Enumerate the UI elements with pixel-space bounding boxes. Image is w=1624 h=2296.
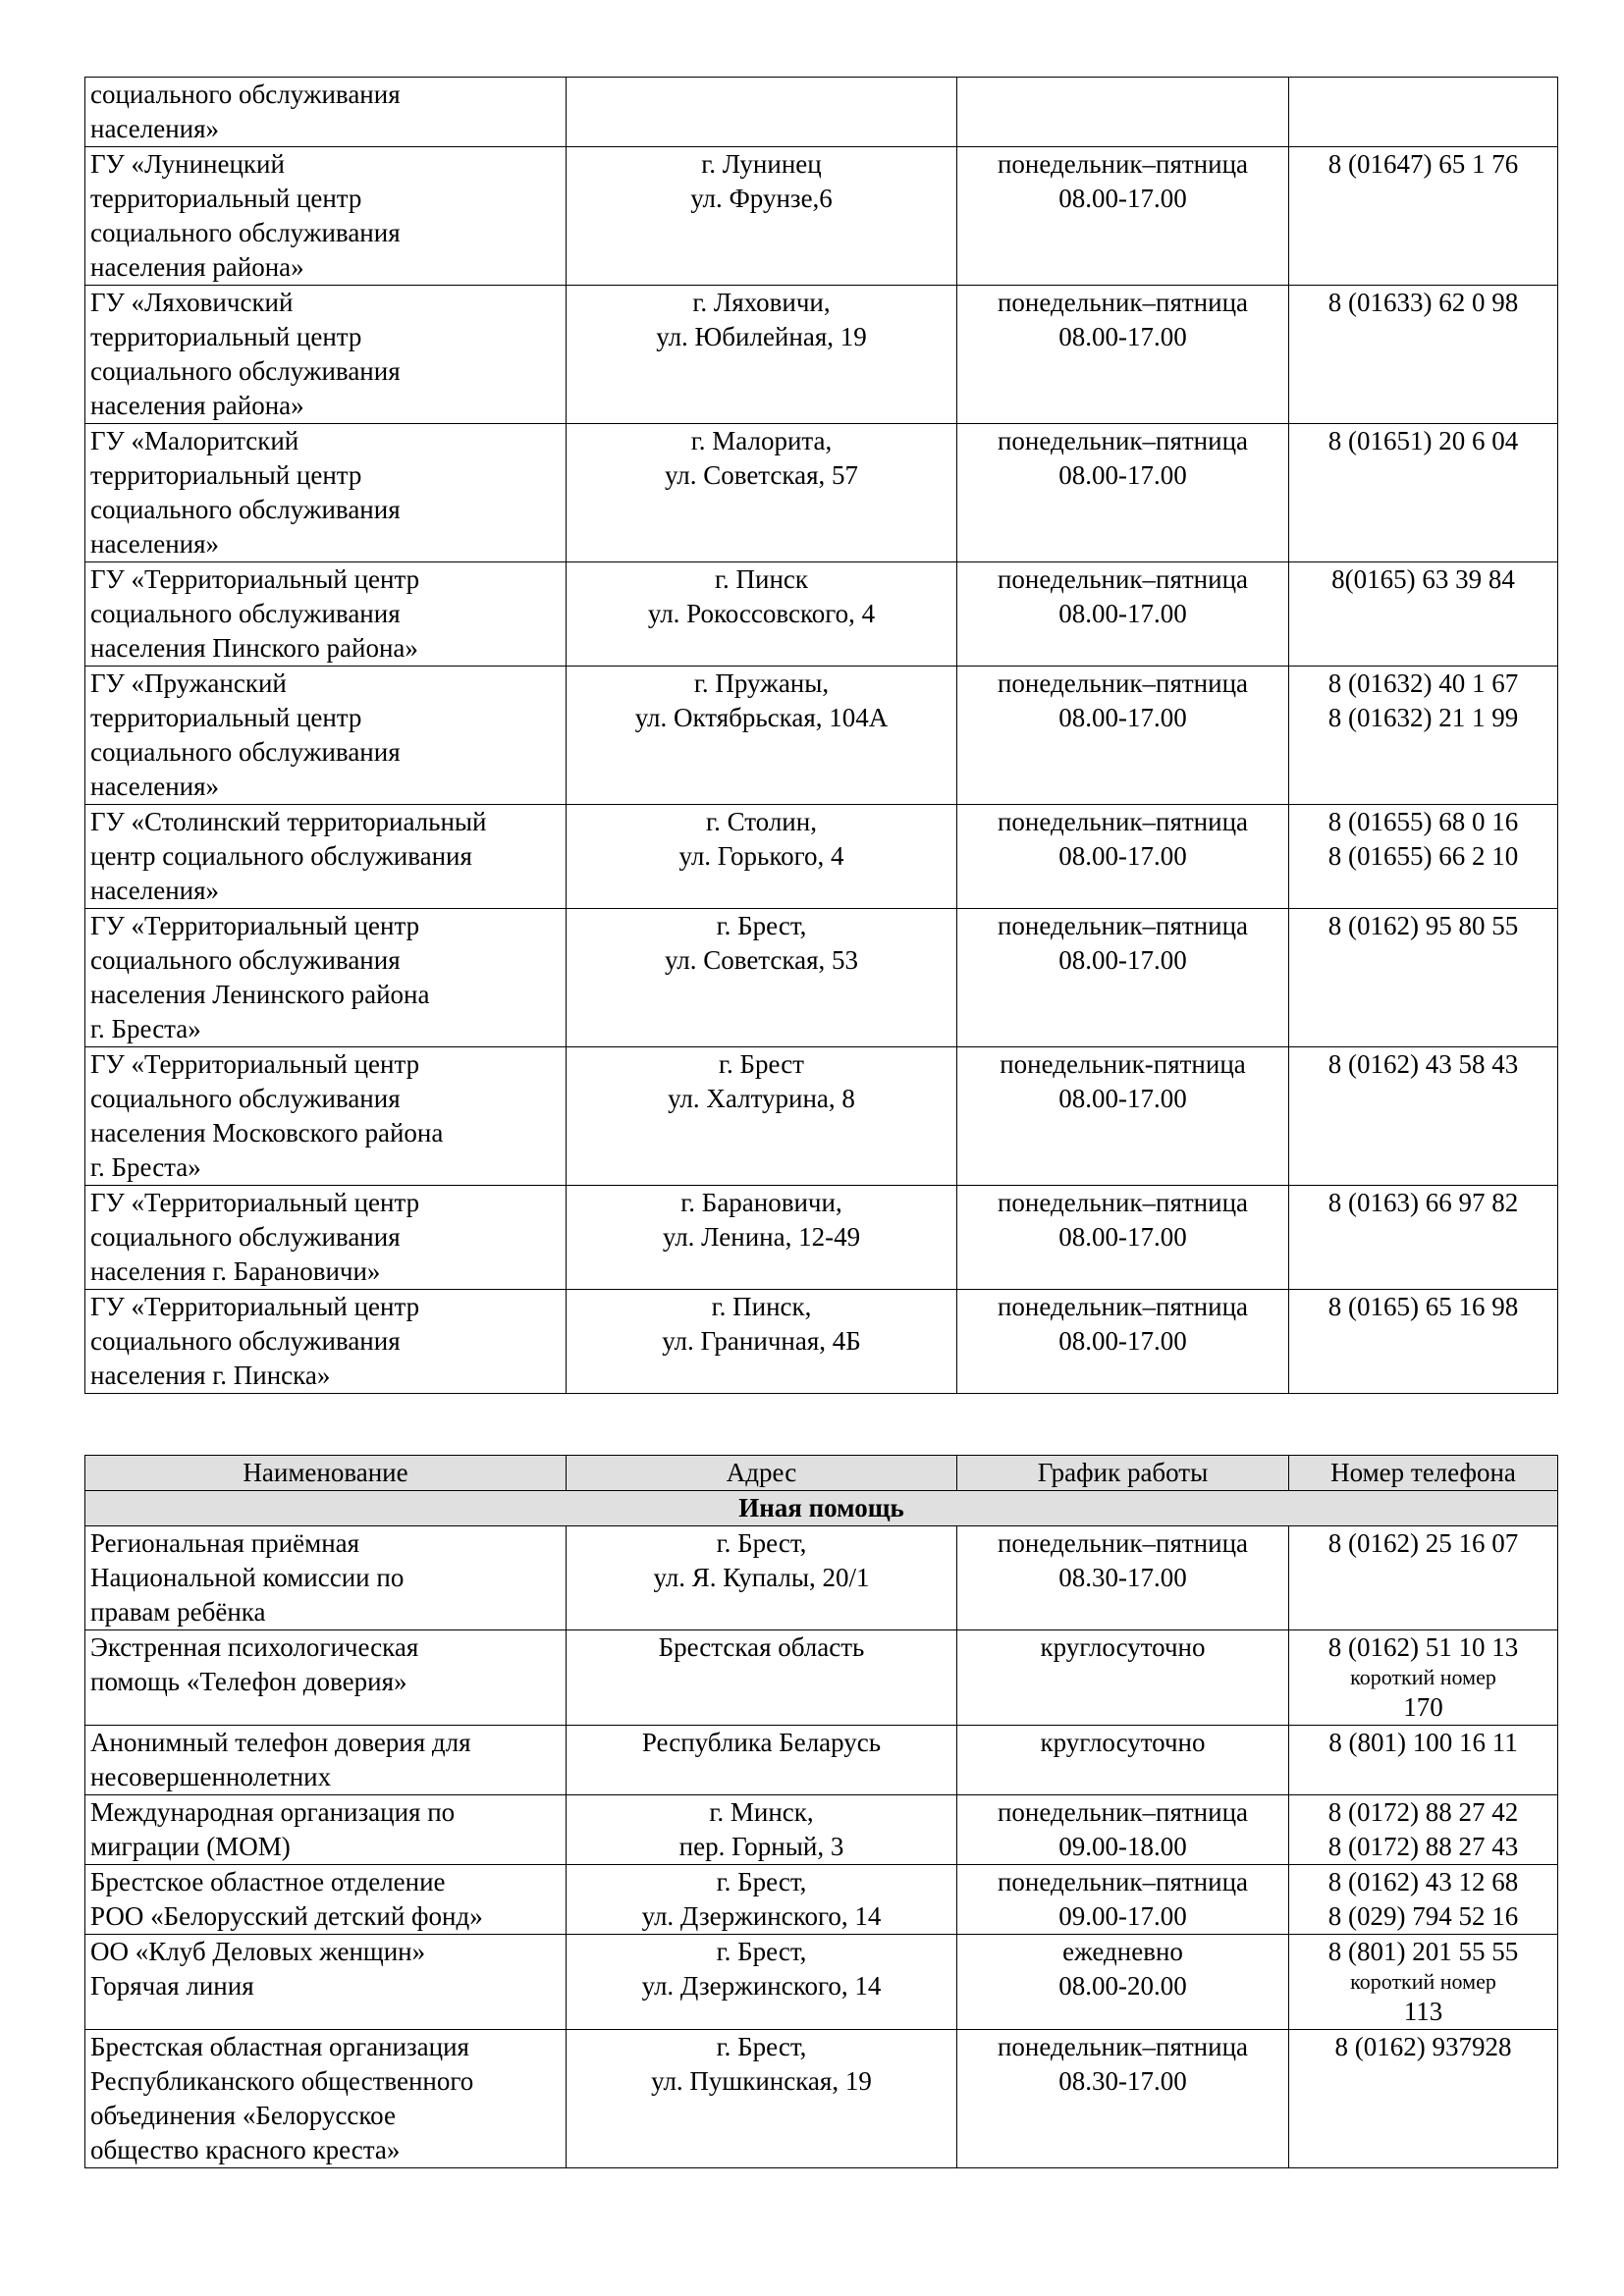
org-name-cell-line: социального обслуживания (90, 1222, 401, 1252)
org-name-cell (85, 805, 567, 909)
phone-cell (1289, 562, 1558, 667)
org-name-cell (85, 2030, 567, 2168)
org-name-cell (85, 1726, 567, 1795)
phone-cell-line: 8 (0162) 95 80 55 (1327, 911, 1519, 940)
org-name-cell-line: помощь «Телефон доверия» (90, 1667, 407, 1696)
address-cell (567, 78, 957, 147)
phone-cell-line: 8 (0162) 43 12 68 (1327, 1867, 1519, 1896)
org-name-cell-line: ГУ «Территориальный центр (90, 1292, 420, 1321)
schedule-cell (957, 1795, 1289, 1865)
org-name-cell-line: населения Московского района (90, 1118, 444, 1148)
schedule-cell-line: 08.00-20.00 (1058, 1971, 1187, 2001)
social-centers-table-body (85, 78, 1558, 1394)
org-name-cell-line: ГУ «Лунинецкий (90, 149, 285, 179)
column-header-schedule: График работы (957, 1456, 1289, 1491)
schedule-cell-line: 08.30-17.00 (1058, 1563, 1187, 1592)
schedule-cell (957, 909, 1289, 1047)
phone-cell (1289, 78, 1558, 147)
schedule-cell-line: 08.00-17.00 (1058, 841, 1187, 871)
address-cell-line: г. Ляховичи, (692, 288, 831, 317)
schedule-cell (957, 2030, 1289, 2168)
schedule-cell-line: 09.00-18.00 (1058, 1832, 1187, 1861)
short-number-label: короткий номер (1350, 1665, 1496, 1689)
org-name-cell-line: ОО «Клуб Деловых женщин» (90, 1937, 426, 1966)
phone-cell (1289, 1526, 1558, 1630)
table-row (85, 2030, 1558, 2168)
other-help-table (84, 1455, 1558, 2168)
address-cell-line: ул. Я. Купалы, 20/1 (653, 1563, 870, 1592)
schedule-cell-line: понедельник–пятница (997, 564, 1249, 594)
org-name-cell (85, 562, 567, 667)
org-name-cell-line: населения района» (90, 252, 304, 282)
schedule-cell-line: круглосуточно (1040, 1632, 1206, 1662)
column-header-name: Наименование (85, 1456, 567, 1491)
phone-cell (1289, 147, 1558, 286)
org-name-cell-line: населения Ленинского района (90, 980, 430, 1009)
schedule-cell (957, 1290, 1289, 1394)
org-name-cell-line: социального обслуживания (90, 737, 401, 767)
org-name-cell-line: Горячая линия (90, 1971, 254, 2001)
address-cell-line: г. Малорита, (690, 426, 833, 455)
address-cell-line: ул. Советская, 57 (664, 460, 859, 490)
phone-cell-line: 8 (01655) 66 2 10 (1327, 841, 1519, 871)
phone-cell (1289, 1795, 1558, 1865)
org-name-cell-line: ГУ «Территориальный центр (90, 911, 420, 940)
phone-cell-line: 8 (0162) 25 16 07 (1327, 1528, 1519, 1558)
phone-cell-line: 8 (01655) 68 0 16 (1327, 807, 1519, 836)
org-name-cell (85, 1935, 567, 2030)
address-cell-line: ул. Рокоссовского, 4 (647, 599, 876, 628)
section-title: Иная помощь (85, 1491, 1558, 1526)
table-row (85, 1865, 1558, 1935)
address-cell-line: ул. Халтурина, 8 (668, 1084, 855, 1113)
phone-cell (1289, 286, 1558, 424)
org-name-cell-line: социального обслуживания (90, 945, 401, 975)
phone-cell (1289, 805, 1558, 909)
address-cell-line: ул. Советская, 53 (664, 945, 859, 975)
phone-cell (1289, 2030, 1558, 2168)
org-name-cell-line: населения г. Пинска» (90, 1361, 331, 1390)
short-number: 113 (1403, 1997, 1443, 2026)
org-name-cell-line: социального обслуживания (90, 356, 401, 386)
phone-cell-line: 8 (0172) 88 27 43 (1327, 1832, 1519, 1861)
address-cell-line: г. Лунинец (701, 149, 822, 179)
address-cell-line: г. Брест, (716, 911, 807, 940)
phone-cell (1289, 1047, 1558, 1186)
address-cell-line: г. Пинск, (711, 1292, 812, 1321)
org-name-cell (85, 1186, 567, 1290)
phone-cell (1289, 424, 1558, 562)
schedule-cell-line: 08.00-17.00 (1058, 322, 1187, 351)
org-name-cell (85, 1290, 567, 1394)
address-cell-line: ул. Дзержинского, 14 (641, 1901, 882, 1931)
phone-cell-line: 8 (801) 201 55 55 (1327, 1937, 1519, 1966)
address-cell-line: пер. Горный, 3 (678, 1832, 844, 1861)
table-row (85, 805, 1558, 909)
schedule-cell (957, 424, 1289, 562)
org-name-cell-line: ГУ «Малоритский (90, 426, 299, 455)
org-name-cell-line: населения» (90, 772, 220, 801)
org-name-cell (85, 286, 567, 424)
address-cell (567, 562, 957, 667)
schedule-cell-line: 09.00-17.00 (1058, 1901, 1187, 1931)
schedule-cell (957, 147, 1289, 286)
address-cell-line: г. Брест, (716, 1528, 807, 1558)
phone-cell-line: 8 (029) 794 52 16 (1327, 1901, 1519, 1931)
address-cell-line: г. Брест, (716, 2032, 807, 2061)
org-name-cell (85, 667, 567, 805)
org-name-cell-line: Брестская областная организация (90, 2032, 469, 2061)
table-row (85, 1726, 1558, 1795)
org-name-cell-line: Международная организация по (90, 1797, 456, 1827)
org-name-cell-line: Республиканского общественного (90, 2066, 474, 2096)
phone-cell-line: 8 (01633) 62 0 98 (1327, 288, 1519, 317)
org-name-cell-line: территориальный центр (90, 703, 362, 732)
schedule-cell-line: ежедневно (1062, 1937, 1183, 1966)
org-name-cell (85, 1630, 567, 1726)
address-cell (567, 1726, 957, 1795)
org-name-cell (85, 78, 567, 147)
section-row (85, 1491, 1558, 1526)
address-cell-line: г. Пружаны, (693, 668, 830, 698)
schedule-cell (957, 1865, 1289, 1935)
schedule-cell-line: понедельник–пятница (997, 1292, 1249, 1321)
table-row (85, 78, 1558, 147)
schedule-cell-line: 08.00-17.00 (1058, 945, 1187, 975)
schedule-cell-line: 08.00-17.00 (1058, 703, 1187, 732)
phone-cell-line: 8 (0165) 65 16 98 (1327, 1292, 1519, 1321)
org-name-cell-line: Национальной комиссии по (90, 1563, 405, 1592)
table-row (85, 1047, 1558, 1186)
org-name-cell-line: социального обслуживания (90, 1084, 401, 1113)
address-cell-line: г. Минск, (709, 1797, 814, 1827)
schedule-cell-line: понедельник–пятница (997, 149, 1249, 179)
table-row (85, 1795, 1558, 1865)
org-name-cell-line: общество красного креста» (90, 2135, 401, 2164)
address-cell (567, 286, 957, 424)
org-name-cell (85, 1865, 567, 1935)
address-cell-line: ул. Ленина, 12-49 (662, 1222, 861, 1252)
schedule-cell-line: 08.00-17.00 (1058, 184, 1187, 213)
org-name-cell-line: населения г. Барановичи» (90, 1256, 381, 1286)
schedule-cell (957, 1526, 1289, 1630)
org-name-cell-line: населения» (90, 876, 220, 905)
phone-cell-line: 8 (01651) 20 6 04 (1327, 426, 1519, 455)
org-name-cell-line: территориальный центр (90, 460, 362, 490)
phone-cell-line: 8(0165) 63 39 84 (1331, 564, 1515, 594)
org-name-cell-line: ГУ «Ляховичский (90, 288, 294, 317)
address-cell (567, 909, 957, 1047)
org-name-cell-line: населения Пинского района» (90, 633, 418, 663)
schedule-cell-line: понедельник–пятница (997, 668, 1249, 698)
org-name-cell-line: территориальный центр (90, 322, 362, 351)
address-cell-line: г. Брест, (716, 1937, 807, 1966)
table-row (85, 1186, 1558, 1290)
schedule-cell (957, 78, 1289, 147)
org-name-cell-line: населения района» (90, 391, 304, 420)
schedule-cell (957, 1047, 1289, 1186)
table-row (85, 1526, 1558, 1630)
org-name-cell-line: правам ребёнка (90, 1597, 266, 1627)
phone-cell-line: 8 (801) 100 16 11 (1328, 1728, 1518, 1757)
table-row (85, 147, 1558, 286)
address-cell (567, 1047, 957, 1186)
address-cell (567, 1526, 957, 1630)
address-cell (567, 1186, 957, 1290)
org-name-cell (85, 1526, 567, 1630)
address-cell (567, 805, 957, 909)
schedule-cell (957, 1186, 1289, 1290)
phone-cell (1289, 1630, 1558, 1726)
org-name-cell-line: социального обслуживания (90, 495, 401, 524)
org-name-cell (85, 1047, 567, 1186)
org-name-cell (85, 1795, 567, 1865)
phone-cell (1289, 1935, 1558, 2030)
phone-cell-line: 8 (0163) 66 97 82 (1327, 1188, 1519, 1217)
org-name-cell-line: ГУ «Территориальный центр (90, 1049, 420, 1079)
schedule-cell (957, 1726, 1289, 1795)
schedule-cell-line: понедельник–пятница (997, 1188, 1249, 1217)
schedule-cell-line: понедельник–пятница (997, 288, 1249, 317)
phone-cell-line: 8 (01647) 65 1 76 (1327, 149, 1519, 179)
address-cell-line: г. Пинск (714, 564, 809, 594)
address-cell (567, 1630, 957, 1726)
short-number-label: короткий номер (1350, 1969, 1496, 1994)
org-name-cell-line: ГУ «Территориальный центр (90, 564, 420, 594)
address-cell (567, 1935, 957, 2030)
org-name-cell-line: Экстренная психологическая (90, 1632, 419, 1662)
org-name-cell-line: г. Бреста» (90, 1152, 201, 1182)
org-name-cell-line: ГУ «Территориальный центр (90, 1188, 420, 1217)
address-cell-line: Республика Беларусь (641, 1728, 882, 1757)
column-header-phone: Номер телефона (1289, 1456, 1558, 1491)
address-cell-line: Брестская область (658, 1632, 865, 1662)
phone-cell-line: 8 (01632) 40 1 67 (1327, 668, 1519, 698)
schedule-cell-line: понедельник–пятница (997, 2032, 1249, 2061)
schedule-cell (957, 805, 1289, 909)
phone-cell (1289, 667, 1558, 805)
org-name-cell-line: социального обслуживания (90, 1326, 401, 1356)
address-cell-line: г. Столин, (706, 807, 817, 836)
org-name-cell-line: социального обслуживания (90, 599, 401, 628)
table-row (85, 909, 1558, 1047)
document-page (84, 77, 1557, 2168)
address-cell (567, 1865, 957, 1935)
address-cell-line: г. Брест (719, 1049, 804, 1079)
address-cell-line: ул. Юбилейная, 19 (656, 322, 867, 351)
address-cell-line: г. Барановичи, (680, 1188, 842, 1217)
org-name-cell-line: ГУ «Пружанский (90, 668, 287, 698)
address-cell-line: ул. Дзержинского, 14 (641, 1971, 882, 2001)
phone-cell (1289, 1186, 1558, 1290)
table-row (85, 1935, 1558, 2030)
schedule-cell-line: понедельник–пятница (997, 1867, 1249, 1896)
org-name-cell-line: Региональная приёмная (90, 1528, 360, 1558)
schedule-cell-line: понедельник–пятница (997, 1528, 1249, 1558)
schedule-cell-line: понедельник–пятница (997, 426, 1249, 455)
schedule-cell-line: круглосуточно (1040, 1728, 1206, 1757)
org-name-cell-line: Анонимный телефон доверия для (90, 1728, 471, 1757)
schedule-cell-line: 08.30-17.00 (1058, 2066, 1187, 2096)
address-cell (567, 1290, 957, 1394)
org-name-cell-line: объединения «Белорусское (90, 2101, 396, 2130)
phone-cell-line: 8 (0162) 51 10 13 (1327, 1632, 1519, 1662)
phone-cell (1289, 1290, 1558, 1394)
org-name-cell-line: населения» (90, 114, 220, 143)
header-row (85, 1456, 1558, 1491)
phone-cell (1289, 909, 1558, 1047)
phone-cell-line: 8 (0162) 43 58 43 (1327, 1049, 1519, 1079)
org-name-cell-line: центр социального обслуживания (90, 841, 472, 871)
schedule-cell-line: 08.00-17.00 (1058, 1326, 1187, 1356)
schedule-cell-line: 08.00-17.00 (1058, 1222, 1187, 1252)
social-centers-table (84, 77, 1558, 1394)
schedule-cell (957, 1935, 1289, 2030)
schedule-cell (957, 1630, 1289, 1726)
org-name-cell-line: населения» (90, 529, 220, 559)
org-name-cell (85, 147, 567, 286)
table-row (85, 424, 1558, 562)
address-cell (567, 424, 957, 562)
column-header-address: Адрес (567, 1456, 957, 1491)
org-name-cell-line: ГУ «Столинский территориальный (90, 807, 487, 836)
table-row (85, 667, 1558, 805)
address-cell (567, 2030, 957, 2168)
schedule-cell (957, 562, 1289, 667)
org-name-cell (85, 424, 567, 562)
phone-cell (1289, 1726, 1558, 1795)
schedule-cell-line: понедельник–пятница (997, 1797, 1249, 1827)
table-row (85, 562, 1558, 667)
phone-cell-line: 8 (0172) 88 27 42 (1327, 1797, 1519, 1827)
org-name-cell-line: Брестское областное отделение (90, 1867, 446, 1896)
org-name-cell-line: социального обслуживания (90, 218, 401, 247)
address-cell (567, 147, 957, 286)
table-row (85, 286, 1558, 424)
phone-cell (1289, 1865, 1558, 1935)
short-number: 170 (1403, 1692, 1443, 1722)
table-row (85, 1290, 1558, 1394)
address-cell-line: ул. Октябрьская, 104А (634, 703, 889, 732)
org-name-cell-line: РОО «Белорусский детский фонд» (90, 1901, 483, 1931)
address-cell-line: ул. Фрунзе,6 (690, 184, 833, 213)
address-cell-line: ул. Горького, 4 (678, 841, 844, 871)
phone-cell-line: 8 (01632) 21 1 99 (1327, 703, 1519, 732)
schedule-cell-line: 08.00-17.00 (1058, 1084, 1187, 1113)
schedule-cell-line: понедельник-пятница (1000, 1049, 1246, 1079)
address-cell (567, 667, 957, 805)
schedule-cell (957, 667, 1289, 805)
org-name-cell-line: несовершеннолетних (90, 1762, 332, 1791)
address-cell-line: ул. Граничная, 4Б (662, 1326, 861, 1356)
org-name-cell-line: г. Бреста» (90, 1014, 201, 1043)
org-name-cell-line: территориальный центр (90, 184, 362, 213)
schedule-cell (957, 286, 1289, 424)
address-cell-line: г. Брест, (716, 1867, 807, 1896)
other-help-table-body (85, 1491, 1558, 2168)
org-name-cell-line: социального обслуживания (90, 80, 401, 109)
table-row (85, 1630, 1558, 1726)
address-cell (567, 1795, 957, 1865)
org-name-cell-line: миграции (МОМ) (90, 1832, 291, 1861)
org-name-cell (85, 909, 567, 1047)
phone-cell-line: 8 (0162) 937928 (1334, 2032, 1512, 2061)
schedule-cell-line: 08.00-17.00 (1058, 599, 1187, 628)
schedule-cell-line: 08.00-17.00 (1058, 460, 1187, 490)
schedule-cell-line: понедельник–пятница (997, 911, 1249, 940)
schedule-cell-line: понедельник–пятница (997, 807, 1249, 836)
address-cell-line: ул. Пушкинская, 19 (651, 2066, 872, 2096)
